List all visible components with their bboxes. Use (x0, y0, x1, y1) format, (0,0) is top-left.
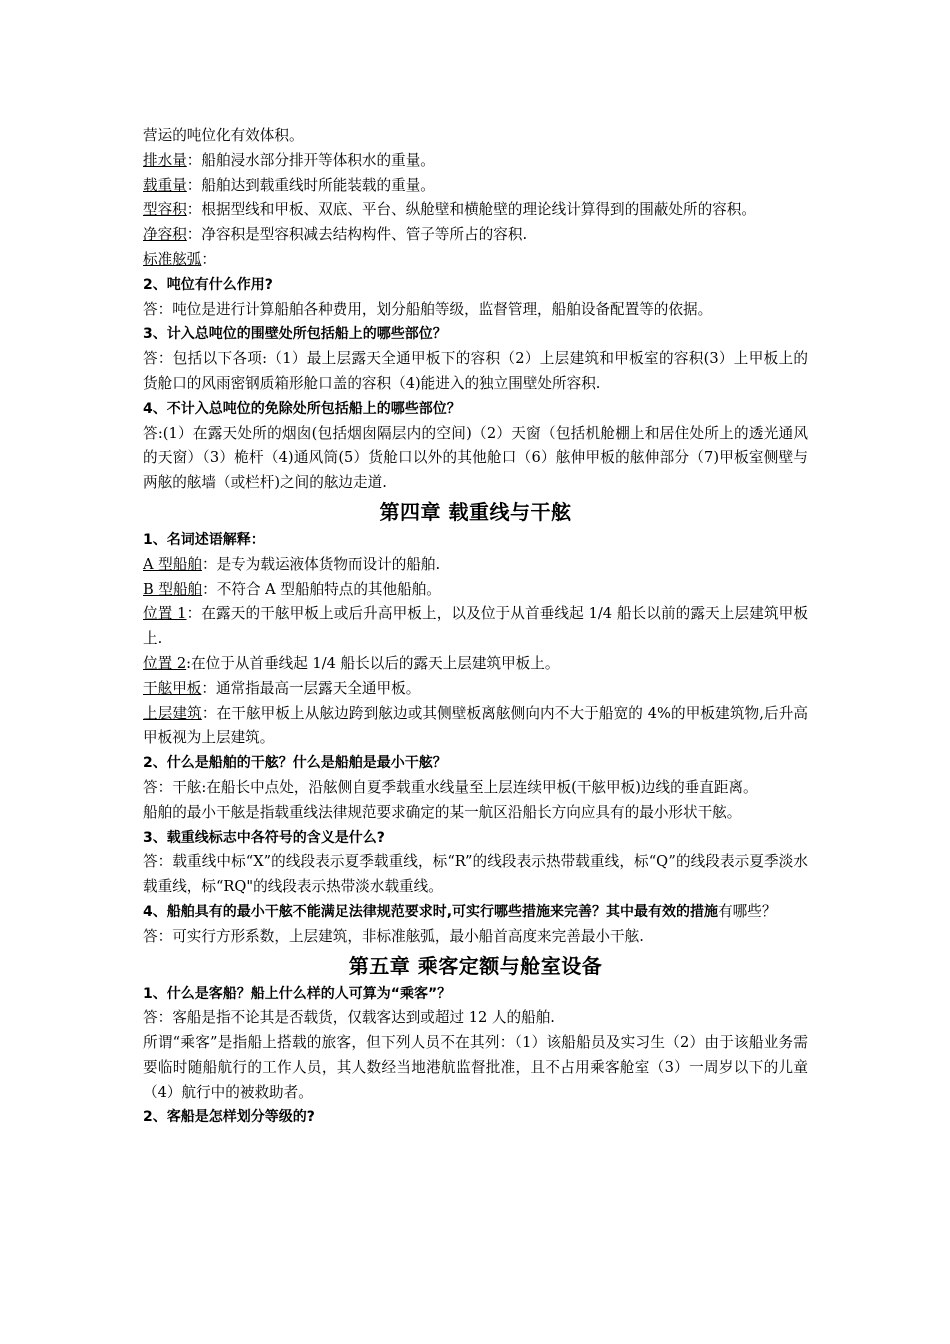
definition-position-2: 位置 2:在位于从首垂线起 1/4 船长以后的露天上层建筑甲板上。 (143, 654, 560, 672)
term-label: 标准舷弧 (143, 250, 202, 268)
question-heading-mixed: 4、船舶具有的最小干舷不能满足法律规范要求时,可实行哪些措施来完善？其中最有效的措施有哪些？ (143, 902, 777, 920)
question-heading: 1、什么是客船？船上什么样的人可算为“乘客”？ (143, 985, 452, 1002)
question-heading: 3、载重线标志中各符号的含义是什么? (143, 829, 385, 846)
term-label: 上层建筑 (143, 704, 202, 722)
term-label: 位置 2 (143, 654, 187, 672)
term-label: 净容积 (143, 226, 187, 244)
term-label: 排水量 (143, 151, 187, 169)
answer-paragraph: 所谓“乘客”是指船上搭载的旅客，但下列人员不在其列：（1）该船船员及实习生（2）由于该船业务需要临时随船航行的工作人员，其人数经当地港航监督批准，且不占用乘客舱室（3）一周岁以下的儿童（4）航行中的被救助者。 (143, 1034, 808, 1101)
definition-type-a-ship: A 型船舶：是专为载运液体货物而设计的船舶. (143, 555, 441, 573)
answer-paragraph: 船舶的最小干舷是指载重线法律规范要求确定的某一航区沿船长方向应具有的最小形状干舷。 (143, 803, 742, 821)
term-label: 位置 1 (143, 605, 187, 623)
definition-standard-sheer: 标准舷弧： (143, 250, 216, 268)
answer-paragraph: 答:(1）在露天处所的烟囱(包括烟囱隔层内的空间)（2）天窗（包括机舱棚上和居住处所上的透光通风的天窗）（3）桅杆（4)通风筒(5）货舱口以外的其他舱口（6）舷伸甲板的舷伸部分（7)甲板室侧壁与两舷的舷墙（或栏杆)之间的舷边走道. (143, 424, 808, 492)
question-heading: 2、客船是怎样划分等级的? (143, 1109, 315, 1126)
definition-type-b-ship: B 型船舶：不符合 A 型船舶特点的其他船舶。 (143, 580, 441, 598)
question-heading: 4、不计入总吨位的免除处所包括船上的哪些部位？ (143, 400, 461, 417)
term-label: B 型船舶 (143, 580, 203, 598)
question-heading: 2、吨位有什么作用? (143, 276, 273, 293)
definition-superstructure: 上层建筑：在干舷甲板上从舷边跨到舷边或其侧壁板离舷侧向内不大于船宽的 4%的甲板建筑物,后升高甲板视为上层建筑。 (143, 704, 808, 747)
definition-position-1: 位置 1：在露天的干舷甲板上或后升高甲板上，以及位于从首垂线起 1/4 船长以前的露天上层建筑甲板上. (143, 605, 808, 648)
term-label: 型容积 (143, 201, 187, 219)
definition-moulded-volume: 型容积：根据型线和甲板、双底、平台、纵舱壁和横舱壁的理论线计算得到的围蔽处所的容积。 (143, 201, 756, 219)
answer-paragraph: 答：可实行方形系数，上层建筑，非标准舷弧，最小船首高度来完善最小干舷. (143, 927, 644, 945)
question-heading: 1、名词述语解释： (143, 531, 265, 548)
answer-paragraph: 答：载重线中标“X”的线段表示夏季载重线，标“R”的线段表示热带载重线，标“Q”的线段表示夏季淡水载重线，标“RQ"的线段表示热带淡水载重线。 (143, 853, 808, 896)
question-heading: 2、什么是船舶的干舷？什么是船舶是最小干舷？ (143, 755, 447, 772)
answer-paragraph: 答：客船是指不论其是否载货，仅载客达到或超过 12 人的船舶. (143, 1009, 555, 1027)
answer-paragraph: 答：包括以下各项:（1）最上层露天全通甲板下的容积（2）上层建筑和甲板室的容积(3）上甲板上的货舱口的风雨密钢质箱形舱口盖的容积（4)能进入的独立围壁处所容积. (143, 350, 808, 392)
answer-paragraph: 答：干舷:在船长中点处，沿舷侧自夏季载重水线量至上层连续甲板(干舷甲板)边线的垂直距离。 (143, 778, 758, 796)
question-heading: 3、计入总吨位的围壁处所包括船上的哪些部位？ (143, 326, 447, 343)
paragraph-tonnage-volume: 营运的吨位化有效体积。 (143, 127, 304, 144)
chapter-title: 第四章 载重线与干舷 (379, 499, 572, 524)
document-body (143, 124, 808, 1130)
definition-freeboard-deck: 干舷甲板：通常指最高一层露天全通甲板。 (143, 679, 421, 697)
definition-net-volume: 净容积：净容积是型容积减去结构构件、管子等所占的容积. (143, 226, 528, 244)
definition-deadweight: 载重量：船舶达到载重线时所能装载的重量。 (143, 176, 435, 194)
answer-paragraph: 答：吨位是进行计算船舶各种费用，划分船舶等级，监督管理，船舶设备配置等的依据。 (143, 300, 713, 318)
term-label: 干舷甲板 (143, 679, 202, 697)
chapter-title: 第五章 乘客定额与舱室设备 (348, 953, 603, 978)
definition-displacement: 排水量：船舶浸水部分排开等体积水的重量。 (143, 151, 435, 169)
term-label: A 型船舶 (143, 555, 202, 573)
term-label: 载重量 (143, 176, 187, 194)
